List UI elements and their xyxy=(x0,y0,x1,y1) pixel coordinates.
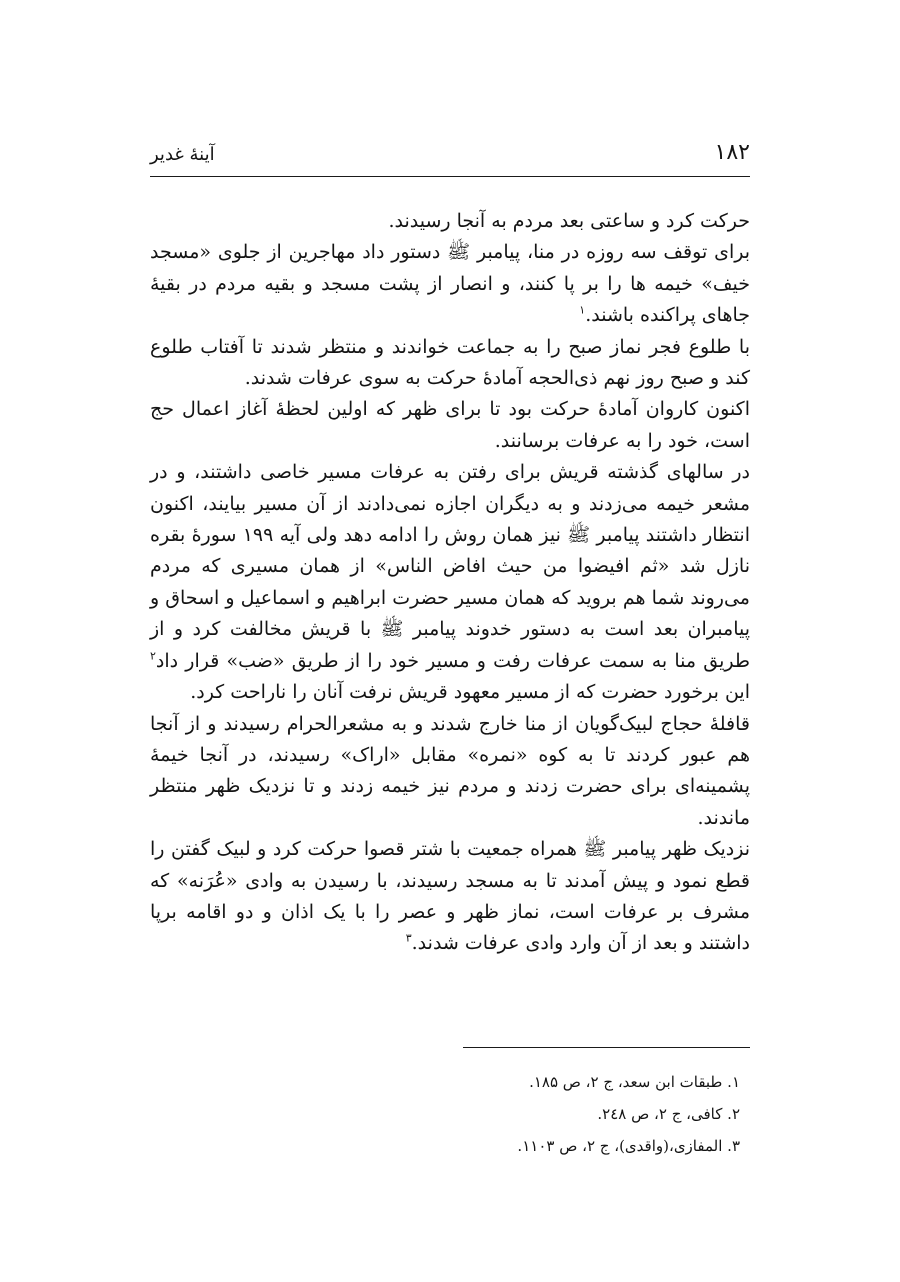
main-text xyxy=(150,206,750,960)
page-number: ۱۸۲ xyxy=(714,140,750,165)
paragraph-text: قافلهٔ حجاج لبیک‌گویان از منا خارج شدند و به مشعرالحرام رسیدند و از آنجا هم عبور کردند تا به کوه «نمره» مقابل «اراک» رسیدند، در آنجا خیمهٔ پشمینه‌ای برای حضرت زدند و مردم نیز خیمه زدند و تا نزدیک ظهر منتظر ماندند. xyxy=(150,712,750,829)
paragraph-text: حرکت کرد و ساعتی بعد مردم به آنجا رسیدند. xyxy=(388,210,750,232)
paragraph-text: با طلوع فجر نماز صبح را به جماعت خواندند و منتظر شدند تا آفتاب طلوع کند و صبح روز نهم ذی‌الحجه آمادهٔ حرکت به سوی عرفات شدند. xyxy=(150,335,750,390)
footnote-ref[interactable]: ۱ xyxy=(579,303,586,317)
book-title: آینهٔ غدیر xyxy=(150,144,215,165)
paragraph-text: نزدیک ظهر پیامبر ﷺ همراه جمعیت با شتر قصوا حرکت کرد و لبیک گفتن را قطع نمود و پیش آمدند تا به مسجد رسیدند، با رسیدن به وادی «عُرَنه» که مشرف بر عرفات است، نماز ظهر و عصر را با یک اذان و دو اقامه برپا داشتند و بعد از آن وارد وادی عرفات شدند. xyxy=(150,838,750,955)
paragraph-text-continued: این برخورد حضرت که از مسیر معهود قریش نرفت آنان را ناراحت کرد. xyxy=(190,681,750,704)
footnote-number: ۳. xyxy=(727,1137,740,1155)
footnotes xyxy=(150,1066,750,1162)
header-rule xyxy=(150,176,750,177)
footnote-text: المفازی،(واقدی)، ج ۲، ص ۱۱۰۳. xyxy=(517,1137,723,1155)
footnote-text: طبقات ابن سعد، ج ۲، ص ۱۸۵. xyxy=(529,1073,723,1091)
footnote-ref[interactable]: ۳ xyxy=(405,932,412,946)
paragraph-text: برای توقف سه روزه در منا، پیامبر ﷺ دستور داد مهاجرین از جلوی «مسجد خیف» خیمه ها را بر پا کنند، و انصار از پشت مسجد و بقیه مردم در بقیهٔ جاهای پراکنده باشند. xyxy=(150,241,750,327)
footnote xyxy=(150,1098,740,1130)
paragraph xyxy=(150,457,750,708)
paragraph xyxy=(150,834,750,960)
footnote-text: کافی، ج ۲، ص ۲٤۸. xyxy=(597,1105,723,1123)
footnote xyxy=(150,1066,740,1098)
footnote-number: ۲. xyxy=(727,1105,740,1123)
footnote xyxy=(150,1130,740,1162)
footnote-separator xyxy=(463,1047,750,1048)
footnote-ref[interactable]: ۲ xyxy=(150,649,156,663)
paragraph-text: اکنون کاروان آمادهٔ حرکت بود تا برای ظهر که اولین لحظهٔ آغاز اعمال حج است، خود را به عرفات برسانند. xyxy=(150,398,750,452)
paragraph-text: در سالهای گذشته قریش برای رفتن به عرفات مسیر خاصی داشتند، و در مشعر خیمه می‌زدند و به دیگران اجازه نمی‌دادند از آن مسیر بیایند، اکنون انتظار داشتند پیامبر ﷺ نیز همان روش را ادامه دهد ولی آیه ۱۹۹ سورهٔ بقره نازل شد «ثم افیضوا من حیث افاض الناس» از همان مسیری که مردم می‌روند شما هم بروید که همان مسیر حضرت ابراهیم و اسماعیل و اسحاق و پیامبران بعد است به دستور خدوند پیامبر ﷺ با قریش مخالفت کرد و از طریق منا به سمت عرفات رفت و مسیر خود را از طریق «ضب» قرار داد xyxy=(150,461,750,672)
paragraph xyxy=(150,237,750,331)
paragraph xyxy=(150,332,750,395)
footnote-number: ۱. xyxy=(727,1073,740,1091)
running-header xyxy=(150,140,750,180)
paragraph xyxy=(150,709,750,835)
paragraph xyxy=(150,394,750,457)
paragraph xyxy=(150,206,750,237)
